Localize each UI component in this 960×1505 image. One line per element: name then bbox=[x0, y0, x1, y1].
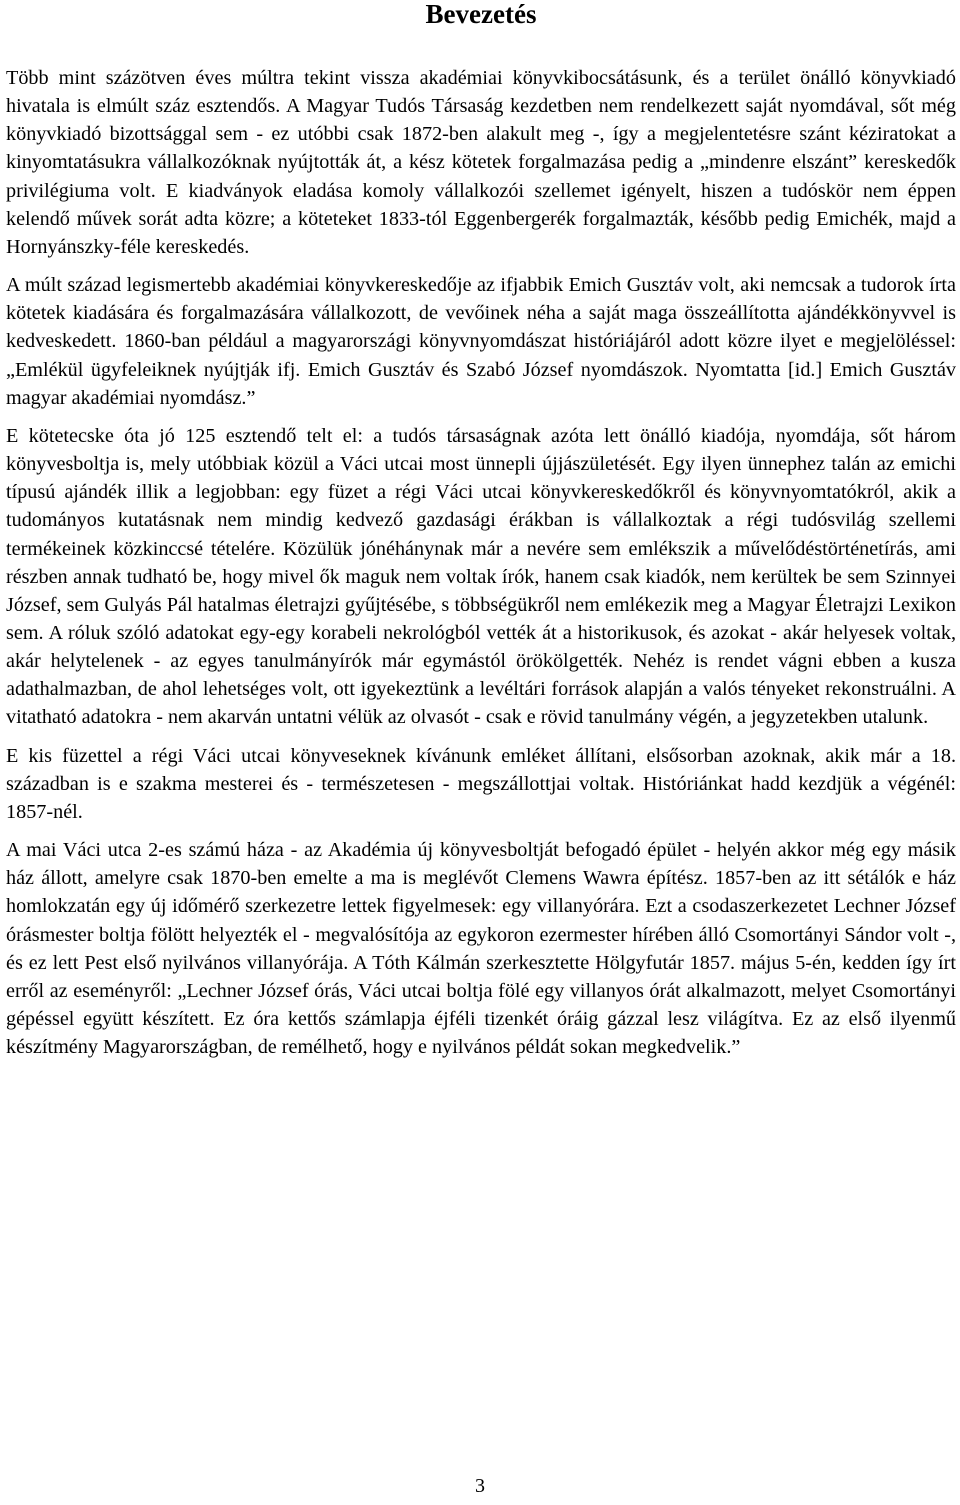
paragraph-5: A mai Váci utca 2-es számú háza - az Akadémia új könyvesboltját befogadó épület - helyén akkor még egy másik ház állott, amelyre csak 1870-ben emelte a ma is meglévőt Clemens Wawra építész. 1857-ben az itt sétálók e ház homlokzatán egy új időmérő szerkezetre lettek figyelmesek: egy villanyórára. Ezt a csodaszerkezetet Lechner József órásmester boltja fölött helyezték el - megvalósítója az egykoron ezermester hírében álló Csomortányi Sándor volt -, és ez lett Pest első nyilvános villanyórája. A Tóth Kálmán szerkesztette Hölgyfutár 1857. május 5-én, kedden így írt erről az eseményről: „Lechner József órás, Váci utcai boltja fölé egy villanyos órát alkalmazott, melyet Csomortányi gépéssel együtt készített. Ez óra kettős számlapja éjféli tizenkét óráig gázzal lesz világítva. Ez az első ilyenmű készítmény Magyarországban, de remélhető, hogy e nyilvános példát sokan megkedvelik.” bbox=[6, 839, 956, 1059]
paragraph-4: E kis füzettel a régi Váci utcai könyveseknek kívánunk emléket állítani, elsősorban azoknak, akik már a 18. században is e szakma mesterei és - természetesen - megszállottjai voltak. Históriánkat hadd kezdjük a végénél: 1857-nél. bbox=[6, 744, 956, 823]
document-page bbox=[6, 0, 956, 1071]
paragraph-1: Több mint százötven éves múltra tekint vissza akadémiai könyvkibocsátásunk, és a terület önálló könyvkiadó hivatala is elmúlt száz esztendős. A Magyar Tudós Társaság kezdetben nem rendelkezett saját nyomdával, sőt még könyvkiadó bizottsággal sem - ez utóbbi csak 1872-ben alakult meg -, így a megjelentetésre szánt kéziratokat a kinyomtatásukra vállalkozóknak nyújtották át, a kész kötetek forgalmazása pedig a „mindenre elszánt” kereskedők privilégiuma volt. E kiadványok eladása komoly vállalkozói szellemet igényelt, hiszen a tudóskör nem éppen kelendő művek sorát adta közre; a köteteket 1833-tól Eggenbergerék forgalmazták, később pedig Emichék, majd a Hornyánszky-féle kereskedés. bbox=[6, 67, 956, 258]
paragraph-2: A múlt század legismertebb akadémiai könyvkereskedője az ifjabbik Emich Gusztáv volt, aki nemcsak a tudorok írta kötetek kiadására és forgalmazására vállalkozott, de vevőinek néha a saját maga összeállította ajándékkönyvvel is kedveskedett. 1860-ban például a magyarországi könyvnyomdászat históriájáról adott közre ilyet e megjelöléssel: „Emlékül ügyfeleiknek nyújtják ifj. Emich Gusztáv és Szabó József nyomdászok. Nyomtatta [id.] Emich Gusztáv magyar akadémiai nyomdász.” bbox=[6, 274, 956, 409]
paragraph-3: E kötetecske óta jó 125 esztendő telt el: a tudós társaságnak azóta lett önálló kiadója, nyomdája, sőt három könyvesboltja is, mely utóbbiak közül a Váci utcai most ünnepli újjászületését. Egy ilyen ünnephez talán az emichi típusú ajándék illik a legjobban: egy füzet a régi Váci utcai könyvkereskedőkről és könyvnyomtatókról, akik a tudományos kutatásnak nem mindig kedvező gazdasági érákban is vállalkoztak a régi tudósvilág szellemi termékeinek közkinccsé tételére. Közülük jónéhánynak már a nevére sem emlékszik a művelődéstörténetírás, ami részben annak tudható be, hogy mivel ők maguk nem voltak írók, hanem csak kiadók, nem kerültek be sem Szinnyei József, sem Gulyás Pál hatalmas életrajzi gyűjtésébe, s többségükről nem emlékezik meg a Magyar Életrajzi Lexikon sem. A róluk szóló adatokat egy-egy korabeli nekrológból vették át a historikusok, és azokat - akár helyesek voltak, akár helytelenek - az egyes tanulmányírók már egymástól örökölgették. Nehéz is rendet vágni ebben a kusza adathalmazban, de ahol lehetséges volt, ott igyekeztünk a levéltári források alapján a valós tényeket rekonstruálni. A vitatható adatokra - nem akarván untatni vélük az olvasót - csak e rövid tanulmány végén, a jegyzetekben utalunk. bbox=[6, 424, 956, 729]
page-title: Bevezetés bbox=[425, 0, 537, 29]
page-number: 3 bbox=[475, 1475, 485, 1497]
